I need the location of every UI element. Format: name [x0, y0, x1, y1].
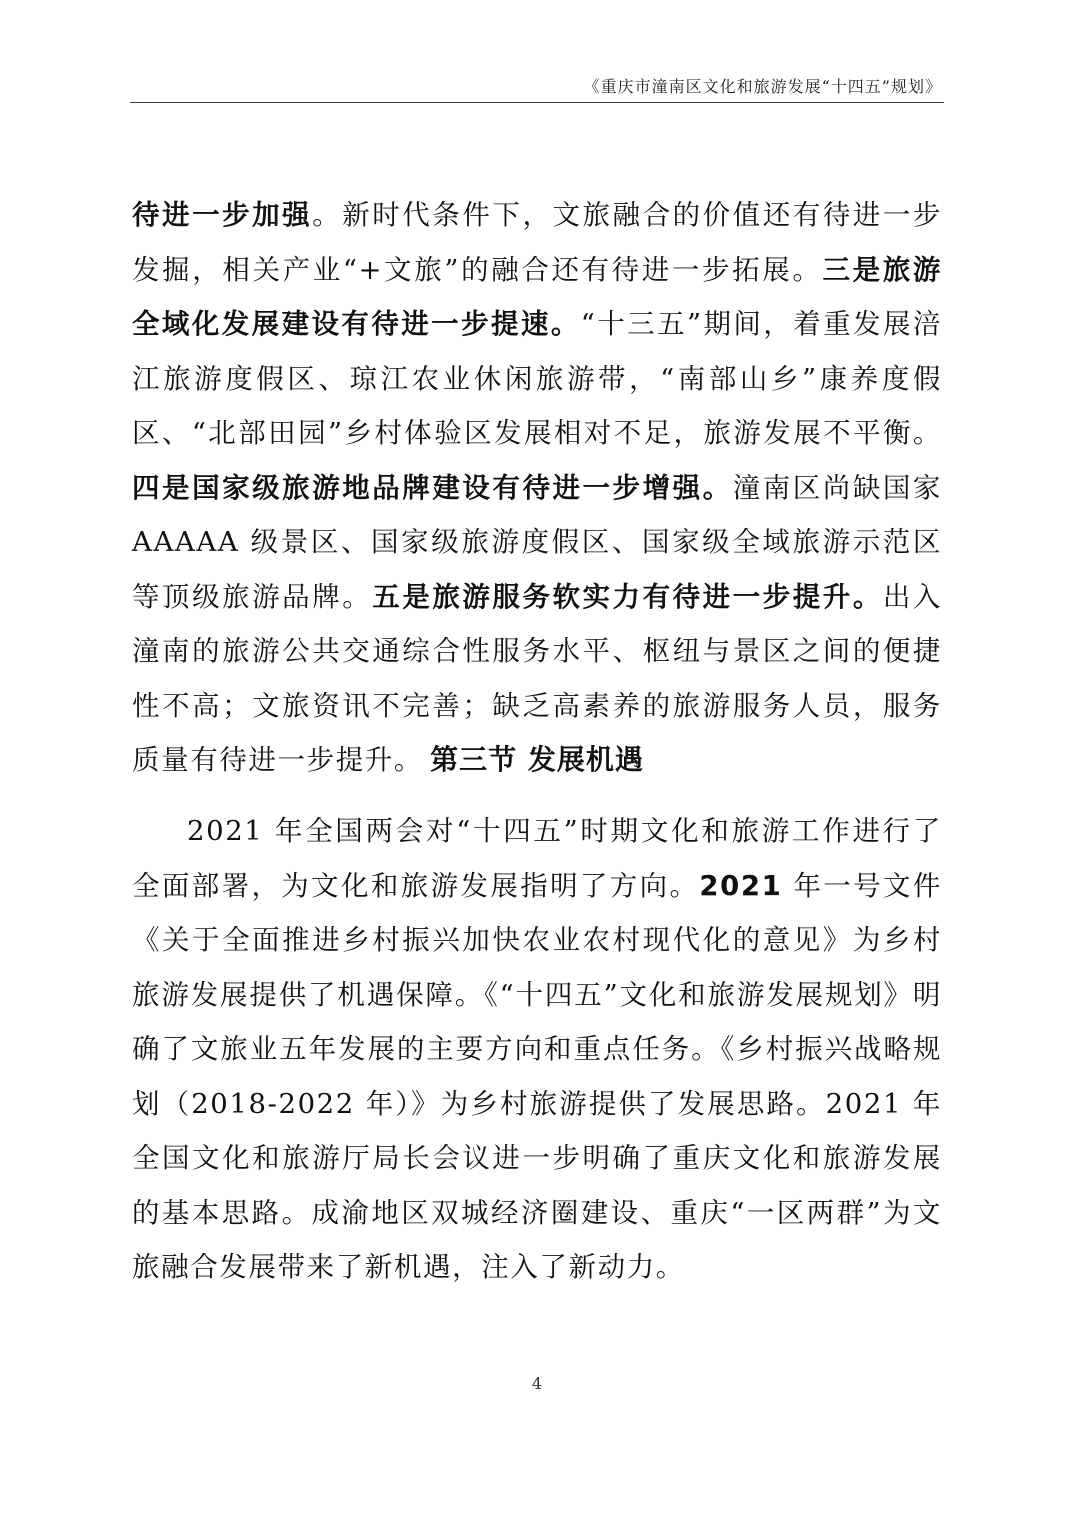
text-run: 。新时代条件下，文旅融合的价值还有待进一步发掘，相关产业“+文旅”的融合还有待进一步拓展。: [132, 199, 942, 286]
header-rule: [130, 102, 944, 103]
bold-phrase: 三是旅游全域化发展建设有待进一步提速。: [132, 253, 942, 340]
bold-phrase: 待进一步加强: [132, 199, 313, 231]
text-run: “十三五”期间，着重发展涪江旅游度假区、琼江农业休闲旅游带，“南部山乡”康养度假区、“北部田园”乡村体验区发展相对不足，旅游发展不平衡。: [132, 308, 942, 449]
text-run: 2021 年全国两会对“十四五”时期文化和旅游工作进行了全面部署，为文化和旅游发展指明了方向。: [132, 815, 942, 902]
text-run: 潼南区尚缺国家 AAAAA 级景区、国家级旅游度假区、国家级全域旅游示范区等顶级旅游品牌。: [132, 471, 943, 613]
paragraph-opportunities: [132, 804, 942, 1295]
bold-year: 2021: [699, 869, 783, 902]
bold-phrase: 五是旅游服务软实力有待进一步提升。: [372, 580, 883, 613]
text-run: 出入潼南的旅游公共交通综合性服务水平、枢纽与景区之间的便捷性不高；文旅资讯不完善；缺乏高素养的旅游服务人员，服务质量有待进一步提升。: [132, 580, 942, 776]
text-run: 年一号文件《关于全面推进乡村振兴加快农业农村现代化的意见》为乡村旅游发展提供了机遇保障。《“十四五”文化和旅游发展规划》明确了文旅业五年发展的主要方向和重点任务。《乡村振兴战略规划（2018-2022 年）》为乡村旅游提供了发展思路。2021 年全国文化和旅游厅局长会议进一步明确了重庆文化和旅游发展的基本思路。成渝地区双城经济圈建设、重庆“一区两群”为文旅融合发展带来了新机遇，注入了新动力。: [132, 869, 942, 1283]
running-header: 《重庆市潼南区文化和旅游发展“十四五”规划》: [583, 77, 942, 96]
page-number: 4: [531, 1374, 543, 1393]
bold-phrase: 四是国家级旅游地品牌建设有待进一步增强。: [132, 471, 733, 504]
paragraph-challenges: [132, 188, 942, 788]
section-heading: 第三节 发展机遇: [430, 743, 644, 776]
